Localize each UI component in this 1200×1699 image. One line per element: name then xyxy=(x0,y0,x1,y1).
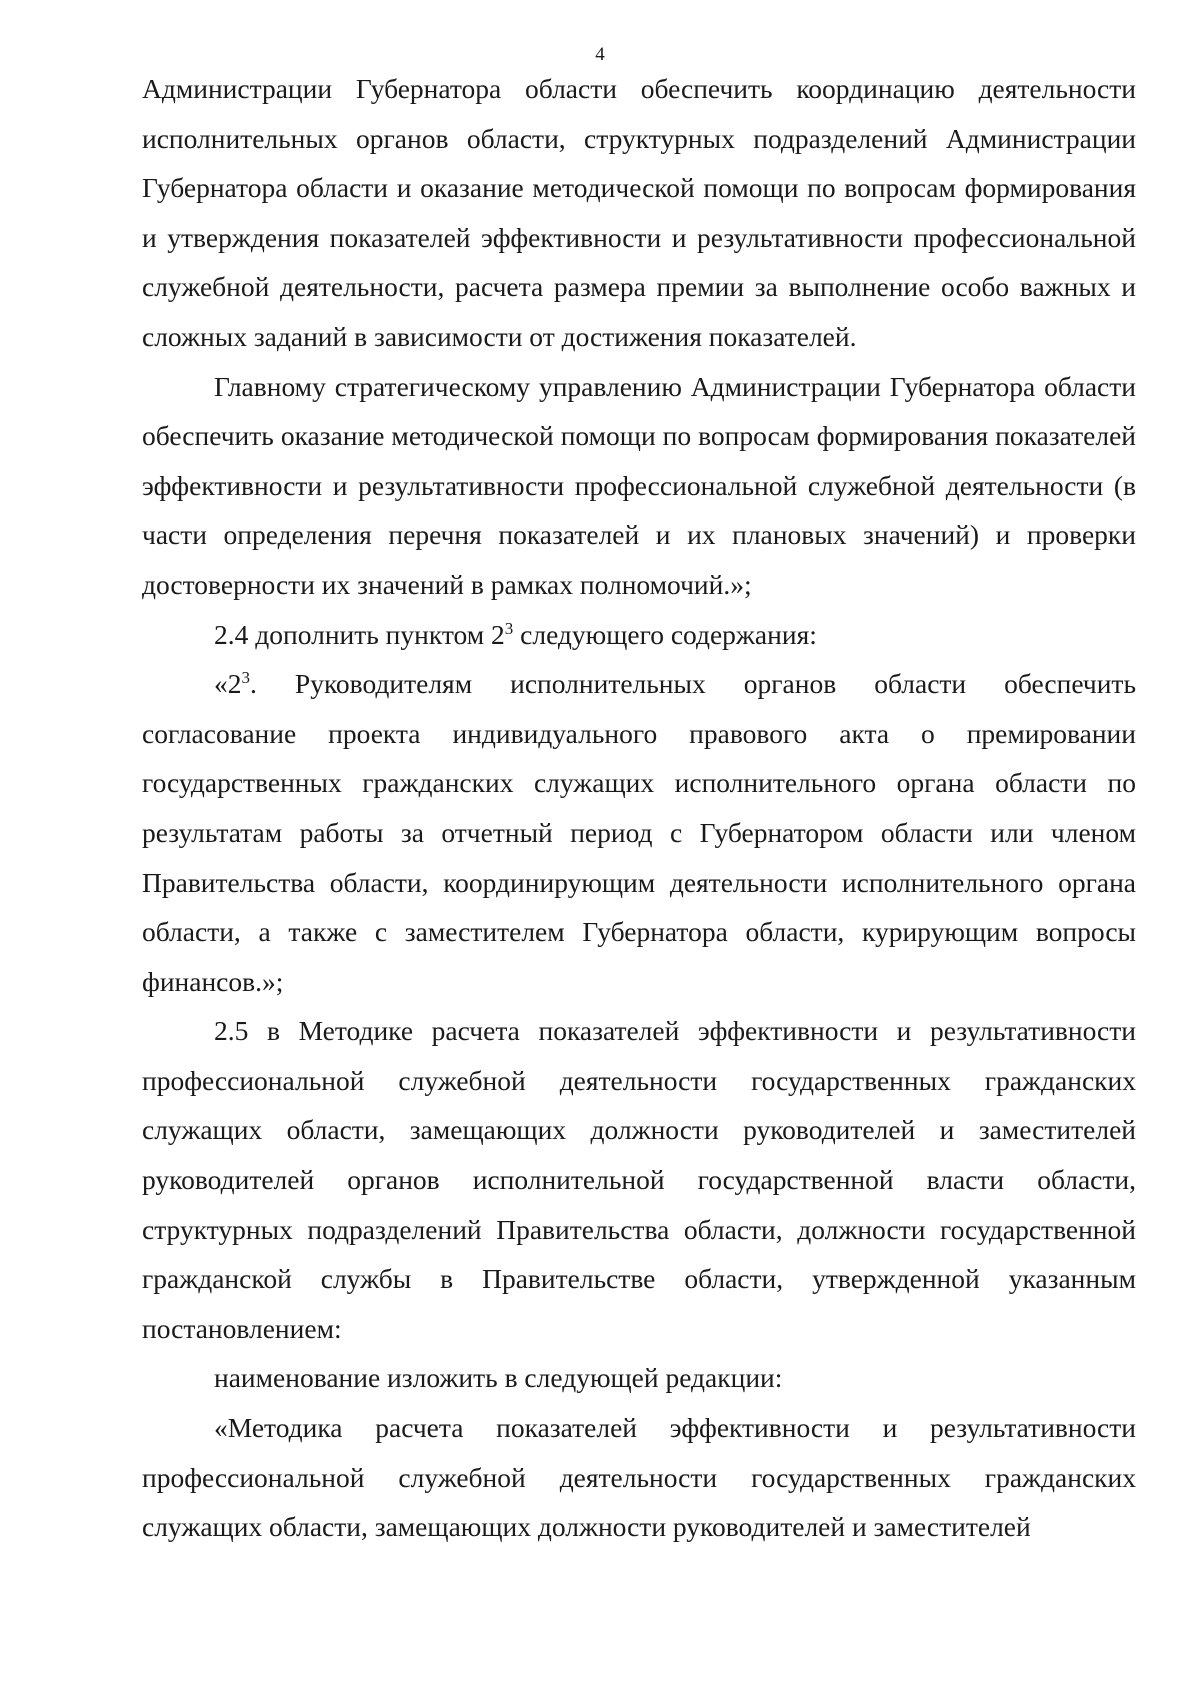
item-2-4-text-start: 2.4 дополнить пунктом 2 xyxy=(214,618,505,650)
document-body xyxy=(142,64,1136,1552)
paragraph-methodology-title: «Методика расчета показателей эффективности и результативности профессиональной служебной деятельности государственных гражданских служащих области, замещающих должности руководителей и заместителей xyxy=(142,1412,1136,1543)
paragraph-item-2-4 xyxy=(142,610,1136,660)
page-number: 4 xyxy=(595,44,605,65)
paragraph-strategic-department: Главному стратегическому управлению Администрации Губернатора области обеспечить оказание методической помощи по вопросам формирования показателей эффективности и результативности профессиональной служебной деятельности (в части определения перечня показателей и их плановых значений) и проверки достоверности их значений в рамках полномочий.»; xyxy=(142,370,1136,600)
item-2-4-superscript: 3 xyxy=(504,618,514,638)
item-2-4-text-end: следующего содержания: xyxy=(513,618,817,650)
paragraph-item-2-5: 2.5 в Методике расчета показателей эффективности и результативности профессиональной служебной деятельности государственных гражданских служащих области, замещающих должности руководителей и заместителей руководителей органов исполнительной государственной власти области, структурных подразделений Правительства области, должности государственной гражданской службы в Правительстве области, утвержденной указанным постановлением: xyxy=(142,1015,1136,1344)
paragraph-title-change: наименование изложить в следующей редакции: xyxy=(214,1362,783,1394)
paragraph-point-2-3 xyxy=(142,659,1136,1006)
point-2-3-text-end: . Руководителям исполнительных органов области обеспечить согласование проекта индивидуального правового акта о премировании государственных гражданских служащих исполнительного органа области по результатам работы за отчетный период с Губернатором области или членом Правительства области, координирующим деятельности исполнительного органа области, а также с заместителем Губернатора области, курирующим вопросы финансов.»; xyxy=(142,668,1136,997)
point-2-3-superscript: 3 xyxy=(241,668,250,688)
point-2-3-text-start: «2 xyxy=(214,668,242,700)
paragraph-coordination: Администрации Губернатора области обеспечить координацию деятельности исполнительных органов области, структурных подразделений Администрации Губернатора области и оказание методической помощи по вопросам формирования и утверждения показателей эффективности и результативности профессиональной служебной деятельности, расчета размера премии за выполнение особо важных и сложных заданий в зависимости от достижения показателей. xyxy=(142,73,1136,352)
